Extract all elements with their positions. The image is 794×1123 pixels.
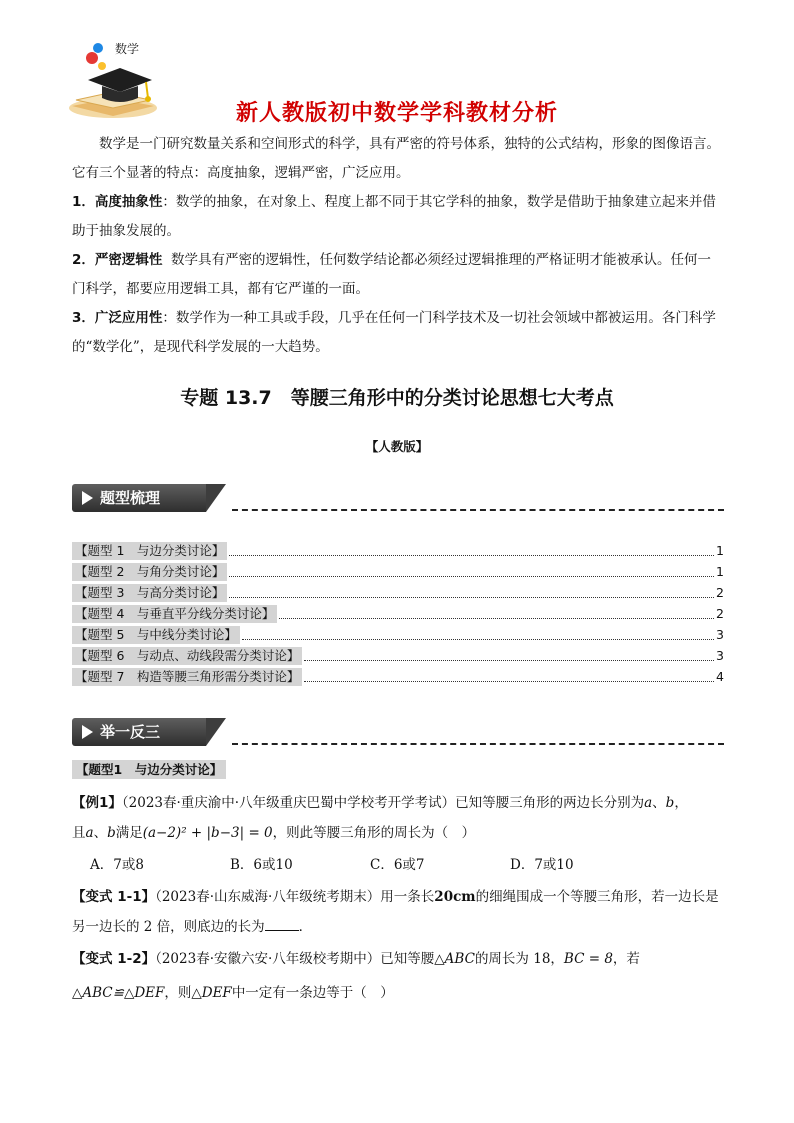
example-source: （2023春·重庆渝中·八年级重庆巴蜀中学校考开学考试）已知等腰三角形的两边长分别为: [121, 795, 645, 811]
answer-options: [90, 854, 650, 876]
toc-leader: [229, 555, 714, 556]
toc-label: 【题型 5 与中线分类讨论】: [72, 626, 240, 644]
banner-label: 举一反三: [100, 723, 161, 741]
separator: 、: [93, 825, 108, 841]
text: （2023春·山东威海·八年级统考期末）用一条长: [155, 889, 435, 905]
separator: 、: [652, 795, 666, 811]
text: 且: [72, 825, 86, 841]
variant-1-1-line-1: [72, 886, 732, 908]
toc-label: 【题型 2 与角分类讨论】: [72, 563, 227, 581]
toc-page: 3: [716, 627, 724, 642]
variant-tag: 【变式 1-2】: [72, 951, 156, 967]
text: （2023春·安徽六安·八年级校考期中）已知等腰: [155, 951, 435, 967]
example-1-line-2: [72, 822, 732, 844]
toc-label: 【题型 4 与垂直平分线分类讨论】: [72, 605, 277, 623]
toc-page: 2: [716, 606, 724, 621]
play-arrow-icon: [82, 491, 93, 505]
feature-1-text: ：数学的抽象，在对象上、程度上都不同于其它学科的抽象，数学是借助于抽象建立起来并借助于抽象发展的。: [72, 194, 716, 239]
toc-label: 【题型 3 与高分类讨论】: [72, 584, 227, 602]
text: ，则此等腰三角形的周长为（ ）: [272, 825, 476, 841]
toc-row[interactable]: [72, 605, 724, 623]
toc-page: 1: [716, 564, 724, 579]
feature-1-label: 1．高度抽象性: [72, 194, 163, 210]
text: 的细绳围成一个等腰三角形，若一边长是: [475, 889, 719, 905]
play-arrow-icon: [82, 725, 93, 739]
triangle-abc: △ABC: [434, 951, 475, 967]
feature-2-text: 数学具有严密的逻辑性，任何数学结论都必须经过逻辑推理的严格证明才能被承认。任何一门科学，都要应用逻辑工具，都有它严谨的一面。: [72, 252, 711, 297]
toc-leader: [229, 576, 714, 577]
toc-leader: [304, 681, 714, 682]
text: ，若: [612, 951, 640, 967]
example-tag: 【例1】: [72, 795, 122, 811]
variant-tag: 【变式 1-1】: [72, 889, 156, 905]
var-a: a: [85, 825, 94, 841]
text: 另一边长的 2 倍，则底边的长为: [72, 919, 265, 935]
toc-leader: [279, 618, 714, 619]
toc-leader: [242, 639, 714, 640]
length-value: 20cm: [434, 889, 476, 905]
toc-leader: [304, 660, 714, 661]
feature-2: [72, 246, 724, 304]
text: 的周长为 18，: [474, 951, 564, 967]
option-d[interactable]: D．7或10: [510, 857, 574, 873]
toc-row[interactable]: [72, 542, 724, 560]
toc-row[interactable]: [72, 626, 724, 644]
banner-dash-line: [232, 743, 724, 745]
formula: (a−2)² + |b−3| = 0: [142, 825, 273, 841]
bc-value: BC = 8: [563, 951, 613, 967]
banner-label: 题型梳理: [100, 489, 161, 507]
option-b[interactable]: B．6或10: [230, 857, 293, 873]
topic-title: 专题 13.7 等腰三角形中的分类讨论思想七大考点: [180, 387, 614, 409]
example-1-line-1: [72, 792, 732, 814]
feature-1: [72, 188, 724, 246]
congruence: △ABC≌△DEF: [72, 985, 165, 1001]
toc-label: 【题型 6 与动点、动线段需分类讨论】: [72, 647, 302, 665]
toc-row[interactable]: [72, 584, 724, 602]
toc-page: 3: [716, 648, 724, 663]
toc-row[interactable]: [72, 647, 724, 665]
toc-row[interactable]: [72, 668, 724, 686]
option-c[interactable]: C．6或7: [370, 857, 425, 873]
variant-1-2-line-1: [72, 948, 732, 970]
toc-leader: [229, 597, 714, 598]
toc-row[interactable]: [72, 563, 724, 581]
punctuation: ，: [674, 795, 688, 811]
feature-3-text: ：数学作为一种工具或手段，几乎在任何一门科学技术及一切社会领域中都被运用。各门科学的“数学化”，是现代科学发展的一大趋势。: [72, 310, 716, 355]
feature-3: [72, 304, 724, 362]
edition-label: 【人教版】: [365, 439, 429, 454]
text: ．: [298, 919, 313, 935]
feature-2-label: 2．严密逻辑性: [72, 252, 163, 268]
logo-text: 数学: [115, 42, 140, 56]
var-a: a: [644, 795, 653, 811]
section-banner-practice: [72, 718, 724, 752]
type-1-heading: 【题型1 与边分类讨论】: [72, 760, 226, 779]
variant-1-1-line-2: [72, 916, 732, 938]
toc-page: 4: [716, 669, 724, 684]
toc-page: 2: [716, 585, 724, 600]
feature-3-label: 3．广泛应用性: [72, 310, 163, 326]
intro-paragraph: 数学是一门研究数量关系和空间形式的科学，具有严密的符号体系，独特的公式结构，形象的图像语言。它有三个显著的特点：高度抽象，逻辑严密，广泛应用。: [72, 136, 720, 181]
banner-dash-line: [232, 509, 724, 511]
variant-1-2-line-2: [72, 982, 732, 1004]
var-b: b: [107, 825, 116, 841]
text: 满足: [115, 825, 143, 841]
answer-blank[interactable]: [265, 916, 299, 931]
option-a[interactable]: A．7或8: [90, 857, 144, 873]
toc-page: 1: [716, 543, 724, 558]
toc-label: 【题型 1 与边分类讨论】: [72, 542, 227, 560]
text: ，则: [164, 985, 192, 1001]
toc-label: 【题型 7 构造等腰三角形需分类讨论】: [72, 668, 302, 686]
text: 中一定有一条边等于（ ）: [231, 985, 394, 1001]
main-title: 新人教版初中数学学科教材分析: [235, 101, 558, 126]
triangle-def: △DEF: [191, 985, 232, 1001]
section-banner-types: [72, 484, 724, 518]
var-b: b: [665, 795, 675, 811]
